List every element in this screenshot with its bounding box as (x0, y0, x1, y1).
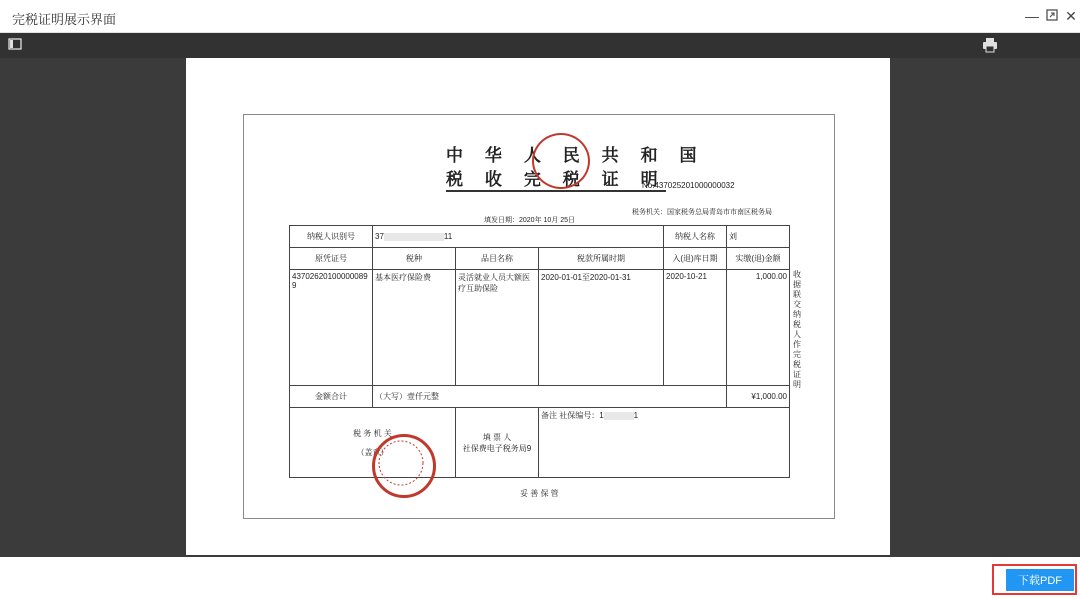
seal-note: （盖章） (356, 447, 389, 457)
row-period: 2020-01-01至2020-01-31 (539, 270, 664, 386)
row-date: 2020-10-21 (664, 270, 727, 386)
maximize-icon[interactable] (1044, 8, 1060, 24)
header-item: 品目名称 (456, 248, 539, 270)
minimize-icon[interactable]: — (1025, 8, 1039, 24)
download-pdf-button[interactable]: 下载PDF (1006, 569, 1074, 591)
header-tax-type: 税种 (373, 248, 456, 270)
header-amount: 实缴(退)金额 (727, 248, 790, 270)
window-title: 完税证明展示界面 (12, 12, 117, 27)
taxpayer-name-label: 纳税人名称 (664, 226, 727, 248)
keep-note: 妥 善 保 管 (520, 489, 559, 498)
total-words: （大写）壹仟元整 (373, 386, 727, 408)
pdf-page (186, 58, 890, 555)
row-item: 灵活就业人员大额医疗互助保险 (456, 270, 539, 386)
authority-seal-label: 税 务 机 关 (353, 428, 392, 438)
footer-bar (0, 557, 1080, 598)
printer-icon[interactable] (982, 37, 998, 53)
window-titlebar (0, 0, 1080, 33)
viewer-toolbar (0, 33, 1080, 58)
tax-certificate (243, 114, 835, 519)
header-voucher: 原凭证号 (290, 248, 373, 270)
certificate-title: 税 收 完 税 证 明 (446, 165, 666, 192)
row-amount: 1,000.00 (727, 270, 790, 386)
issue-date: 填发日期：2020年 10月 25日 (484, 217, 576, 224)
row-voucher: 437026201000000899 (290, 270, 373, 386)
filler-cell (456, 408, 539, 478)
total-label: 金额合计 (290, 386, 373, 408)
taxpayer-name-value: 刘 (727, 226, 790, 248)
certificate-title-country: 中 华 人 民 共 和 国 (446, 146, 705, 166)
header-period: 税款所属时期 (539, 248, 664, 270)
sidebar-toggle-icon[interactable] (8, 37, 24, 53)
taxpayer-id-label: 纳税人识别号 (290, 226, 373, 248)
total-amount: ¥1,000.00 (727, 386, 790, 408)
side-note: 收据联交纳税人作完税证明 (793, 270, 801, 389)
remark-cell: 备注 社保编号：1 1 (539, 408, 790, 478)
close-icon[interactable]: ✕ (1065, 8, 1077, 24)
taxpayer-id-value: 37 11 (373, 226, 664, 248)
certificate-table (289, 225, 790, 478)
header-date: 入(退)库日期 (664, 248, 727, 270)
pdf-viewer (0, 33, 1080, 557)
tax-authority: 税务机关：国家税务总局青岛市市南区税务局 (632, 209, 772, 216)
certificate-number: No.437025201000000032 (642, 181, 735, 190)
row-tax-type: 基本医疗保险费 (373, 270, 456, 386)
filler-value: 社保费电子税务局9 (462, 443, 532, 453)
top-stamp (532, 133, 590, 189)
official-seal (372, 434, 436, 498)
filler-label: 填 票 人 (482, 432, 512, 442)
